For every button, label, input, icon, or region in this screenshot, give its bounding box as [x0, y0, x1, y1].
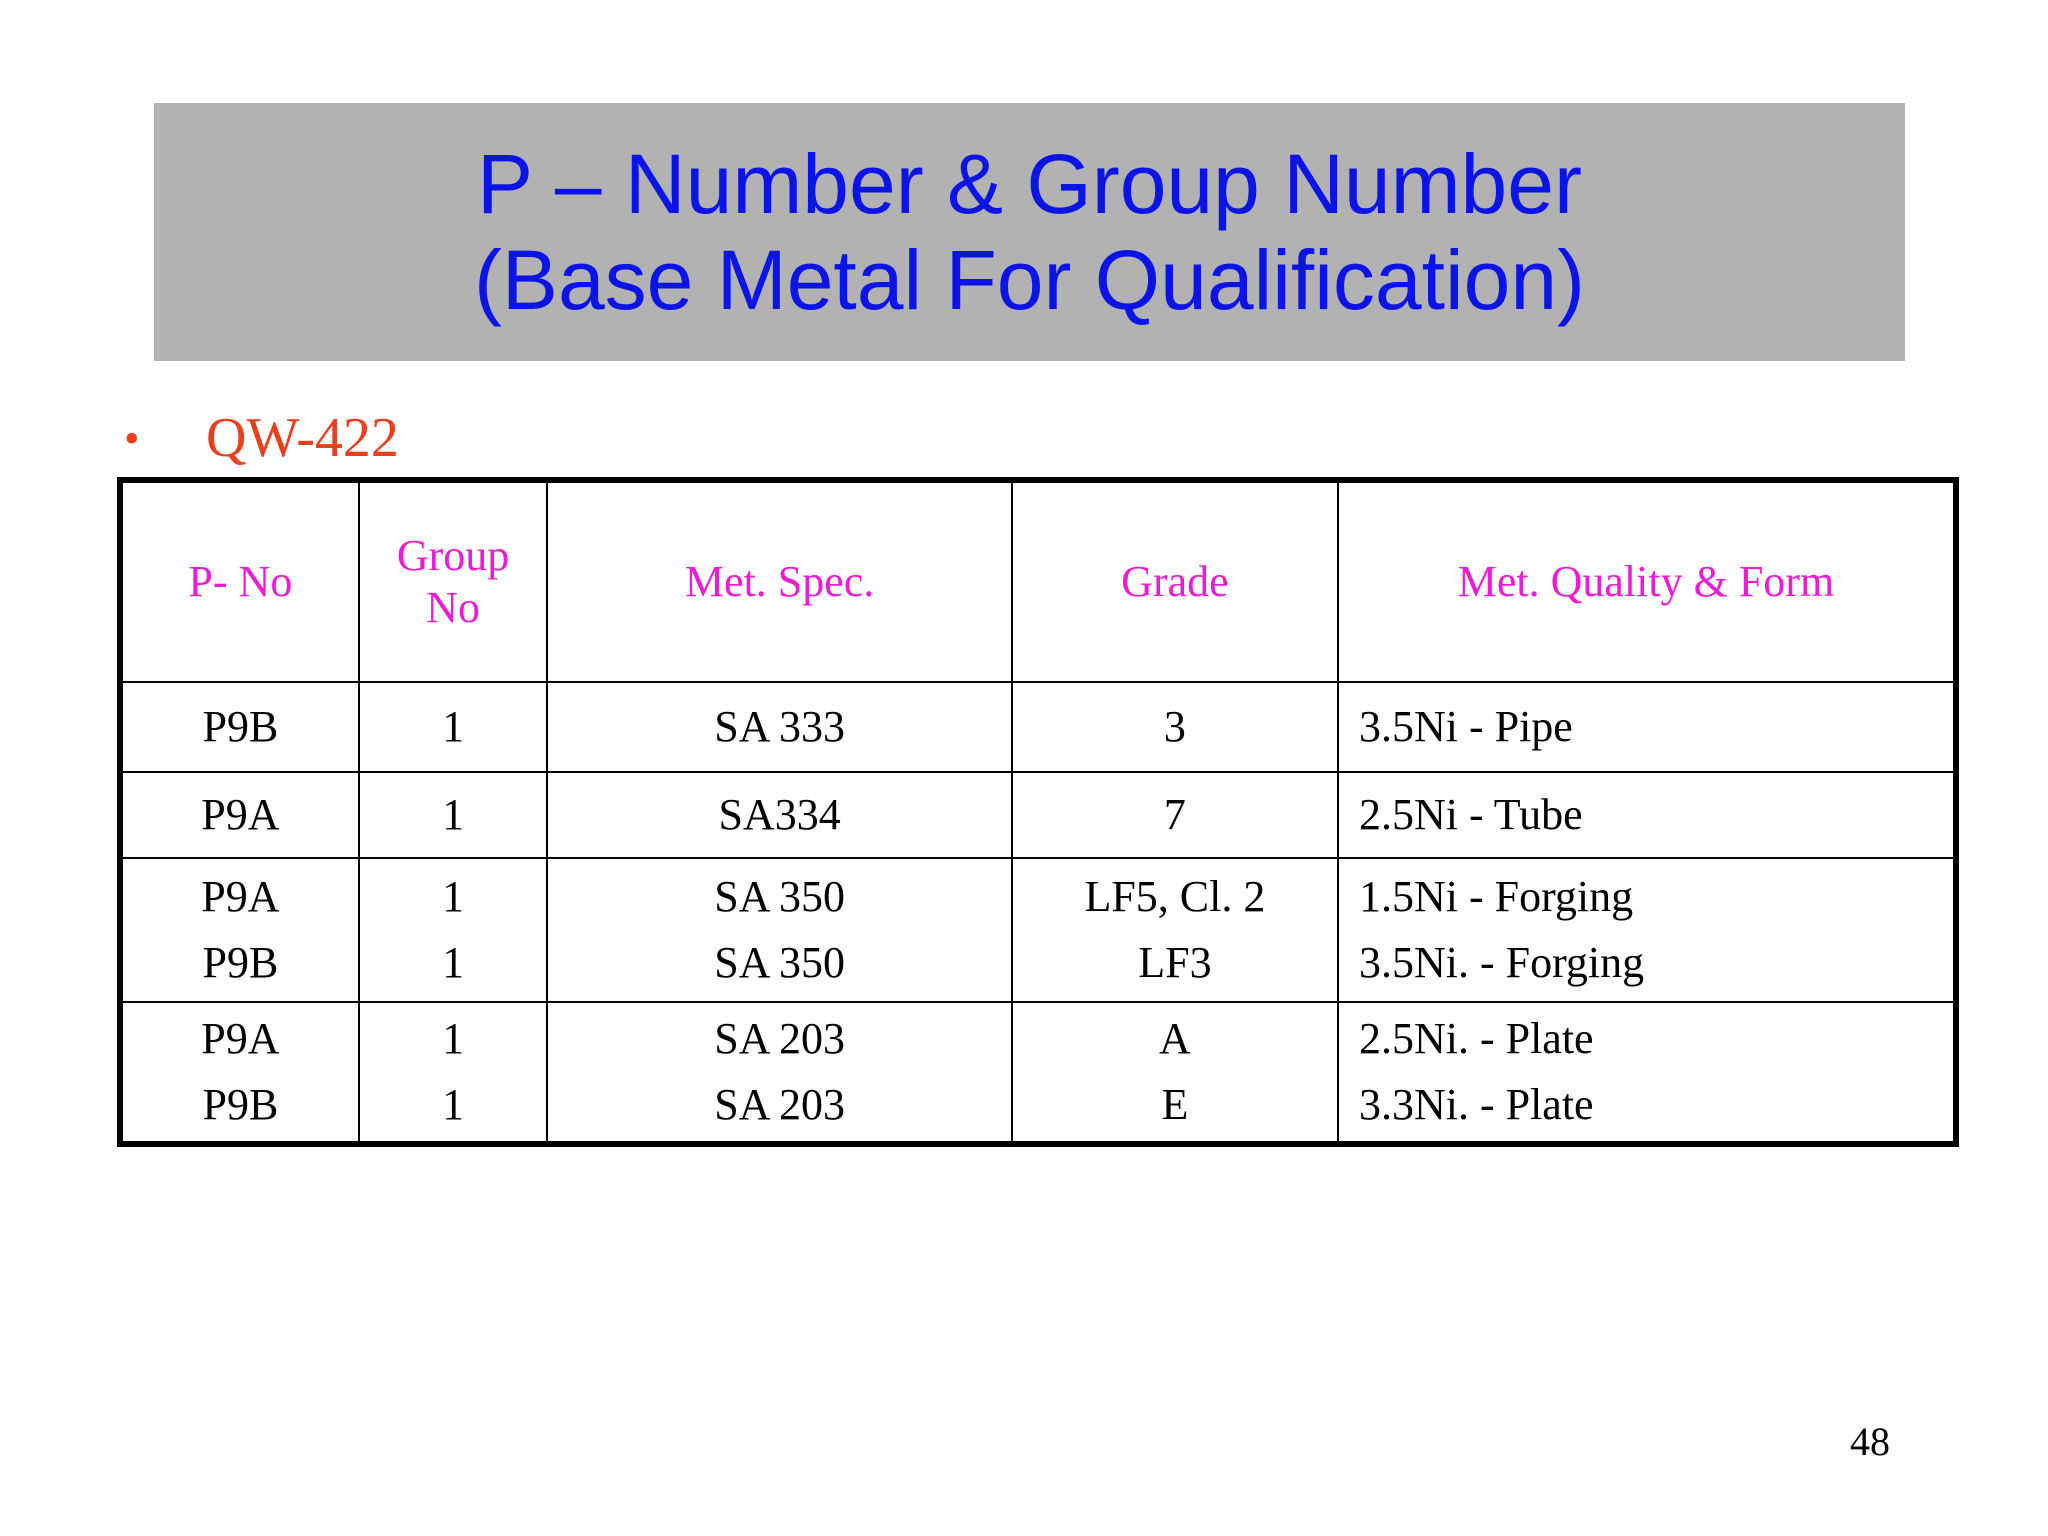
bullet-icon: • [124, 413, 140, 463]
header-group-no-text: Group No [396, 531, 510, 632]
cell-p-no: P9B [120, 682, 359, 772]
cell-group-no: 1 [359, 772, 548, 858]
header-p-no: P- No [120, 480, 359, 682]
cell-p-no: P9A P9B [120, 858, 359, 1002]
header-group-no [359, 480, 548, 682]
cell-quality-form: 2.5Ni. - Plate 3.3Ni. - Plate [1338, 1002, 1956, 1144]
cell-grade: 7 [1012, 772, 1338, 858]
cell-quality-form: 3.5Ni - Pipe [1338, 682, 1956, 772]
cell-grade: 3 [1012, 682, 1338, 772]
table-row [120, 858, 1956, 1002]
bullet-item [120, 398, 399, 478]
header-met-spec: Met. Spec. [547, 480, 1012, 682]
cell-met-spec: SA 333 [547, 682, 1012, 772]
cell-met-spec: SA 350 SA 350 [547, 858, 1012, 1002]
cell-group-no: 1 1 [359, 1002, 548, 1144]
cell-grade: A E [1012, 1002, 1338, 1144]
bullet-text: QW-422 [206, 407, 399, 469]
cell-met-spec: SA334 [547, 772, 1012, 858]
cell-group-no: 1 1 [359, 858, 548, 1002]
cell-p-no: P9A P9B [120, 1002, 359, 1144]
slide-title-line-1: P – Number & Group Number [477, 137, 1582, 231]
table-header-row [120, 480, 1956, 682]
page-number: 48 [1850, 1419, 1890, 1464]
cell-quality-form: 1.5Ni - Forging 3.5Ni. - Forging [1338, 858, 1956, 1002]
header-quality-form: Met. Quality & Form [1338, 480, 1956, 682]
cell-p-no: P9A [120, 772, 359, 858]
cell-met-spec: SA 203 SA 203 [547, 1002, 1012, 1144]
table-row [120, 1002, 1956, 1144]
p-number-table [117, 477, 1959, 1147]
cell-grade: LF5, Cl. 2 LF3 [1012, 858, 1338, 1002]
slide-title-box [154, 103, 1905, 361]
header-grade: Grade [1012, 480, 1338, 682]
table-row [120, 772, 1956, 858]
table-row [120, 682, 1956, 772]
slide-title-line-2: (Base Metal For Qualification) [473, 233, 1586, 327]
cell-quality-form: 2.5Ni - Tube [1338, 772, 1956, 858]
cell-group-no: 1 [359, 682, 548, 772]
